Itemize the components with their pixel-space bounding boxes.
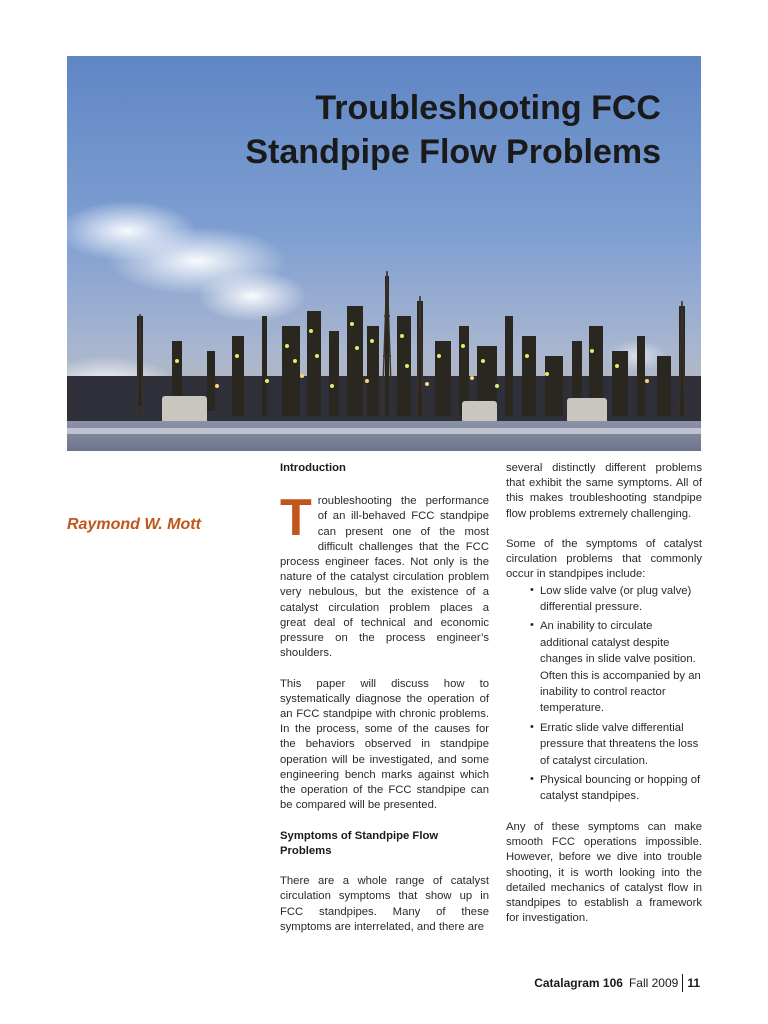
author-name: Raymond W. Mott (67, 516, 201, 533)
intro-text: roubleshooting the performance of an ill-behaved FCC standpipe can present one of the most difficult challenges that the FCC process engineer faces. Not only is the nature of the catalyst circulation problem very nebulous, but the existence of a catalyst circulation problem places a great deal of technical and economic pressure on the process engineer’s shoulders. (280, 495, 489, 660)
article-title: Troubleshooting FCC Standpipe Flow Problems (245, 89, 661, 171)
bullet-icon: • (530, 773, 534, 786)
text-column-2 (506, 461, 702, 942)
issue-season: Fall 2009 (628, 976, 679, 990)
section-heading: Symptoms of Standpipe Flow Problems (280, 829, 439, 857)
symptom-list (506, 583, 702, 805)
text-column-1 (280, 461, 489, 950)
paragraph: several distinctly different problems that exhibit the same symptoms. All of this makes troubleshooting standpipe flow problems extremely challenging. (506, 462, 702, 520)
publication-name: Catalagram 106 (534, 976, 623, 990)
paragraph: Any of these symptoms can make smooth FCC operations impossible. However, before we dive into trouble shooting, it is worth looking into the detailed mechanics of catalyst flow in standpipes to establish a framework for investigation. (506, 821, 702, 925)
page-number: 11 (687, 976, 700, 990)
bullet-icon: • (530, 720, 534, 733)
hero-image (67, 56, 701, 451)
paragraph: Some of the symptoms of catalyst circulation problems that commonly occur in standpipes include: (506, 538, 702, 581)
divider (682, 974, 683, 992)
drop-cap: T (280, 489, 312, 548)
page-footer (534, 974, 700, 992)
intro-heading: Introduction (280, 462, 346, 474)
paragraph: This paper will discuss how to systematically diagnose the operation of an FCC standpipe with chronic problems. In the process, some of the causes for the behaviors observed in standpipe operation will be investigated, and some engineering bench marks against which the operation of the FCC standpipe can be compared will be presented. (280, 677, 489, 812)
list-item: • Erratic slide valve differential pressure that threatens the loss of catalyst circulation. (530, 720, 699, 767)
intro-paragraph (280, 489, 489, 661)
list-item: • Low slide valve (or plug valve) differential pressure. (530, 583, 692, 614)
paragraph: There are a whole range of catalyst circulation symptoms that show up in FCC standpipes. Many of these symptoms are interrelated, and there are (280, 875, 489, 933)
bullet-icon: • (530, 583, 534, 596)
bullet-icon: • (530, 619, 534, 632)
list-item: • Physical bouncing or hopping of catalyst standpipes. (530, 773, 701, 803)
list-item: • An inability to circulate additional catalyst despite changes in slide valve position. Often this is accompanied by an inability to control reactor temperature. (530, 619, 701, 715)
